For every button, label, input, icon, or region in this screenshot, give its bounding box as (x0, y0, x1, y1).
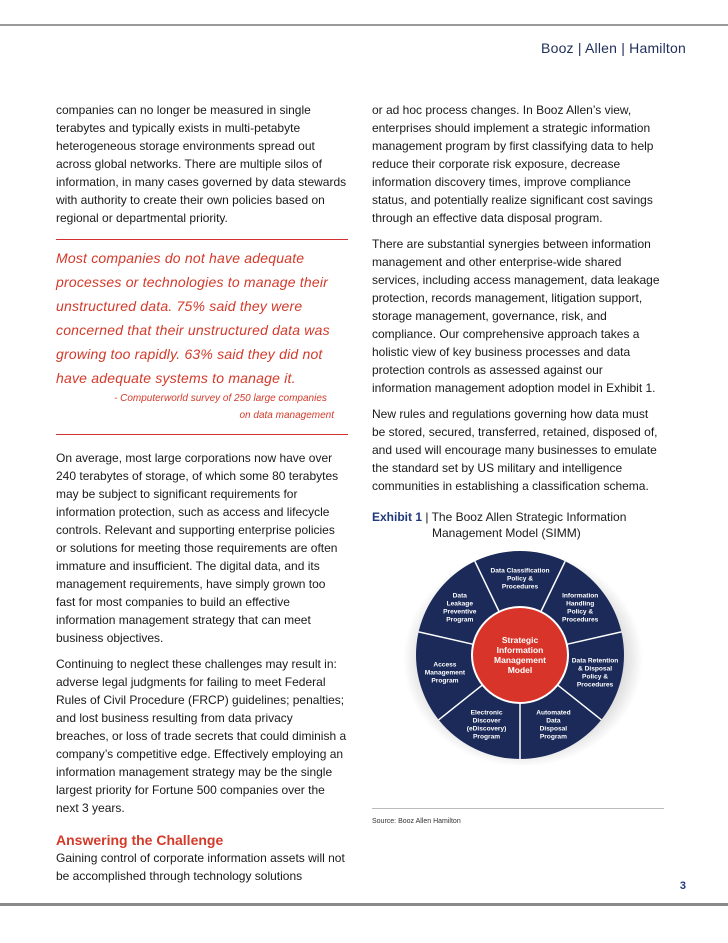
right-paragraph-1: or ad hoc process changes. In Booz Allen’s view, enterprises should implement a strategic information management program by first classifying data to help reduce their corporate risk exposure, decrease information discovery times, improve compliance status, and potentially realize significant cost savings through an effective data disposal program. (372, 103, 654, 225)
right-paragraph-3: New rules and regulations governing how data must be stored, secured, transferred, retained, disposed of, and used will encourage many businesses to emulate the standard set by US military and intelligence communities in establishing a classification schema. (372, 407, 658, 493)
page-number: 3 (679, 880, 686, 892)
source-note: Source: Booz Allen Hamilton (372, 818, 461, 825)
segment-label: Data Classification Policy & Procedures (490, 567, 550, 591)
brand-logo: Booz | Allen | Hamilton (541, 40, 686, 56)
left-paragraph-2: On average, most large corporations now have over 240 terabytes of storage, of which some 80 terabytes may be subject to significant requirements for information protection, such as access and lifecycle controls. Relevant and supporting enterprise policies or solutions for meeting those requirements are often immature and insufficient. The digital data, and its management requirements, have simply grown too fast for most companies to build an effective information management strategy that can meet business objectives. (56, 451, 339, 645)
segment-label: Information Handling Policy & Procedures (562, 592, 599, 624)
segment-label: Access Management Program (424, 661, 466, 685)
exhibit-label: Exhibit 1 (372, 510, 423, 524)
left-paragraph-3: Continuing to neglect these challenges may result in: adverse legal judgments for failing to meet Federal Rules of Civil Procedure (FRCP) guidelines; penalties; and lost business resulting from data privacy breaches, or loss of trade secrets that could diminish a company’s competitive edge. Effectively employing an information management strategy may be the single largest priority for Fortune 500 companies over the next 3 years. (56, 657, 347, 815)
right-paragraph-2: There are substantial synergies between information management and other enterprise-wide shared services, including access management, data leakage protection, records management, litigation support, storage management, governance, risk, and compliance. Our comprehensive approach takes a holistic view of key business processes and data protection controls as assessed against our information management adoption model in Exhibit 1. (372, 237, 660, 395)
right-column (372, 101, 664, 541)
segment-label: Data Retention & Disposal Policy & Procedures (571, 657, 619, 689)
exhibit-title: | The Booz Allen Strategic Information (425, 510, 627, 524)
simm-diagram (380, 545, 660, 765)
segment-label: Electronic Discover (eDiscovery) Program (466, 709, 507, 741)
segment-label: Data Leakage Preventive Program (443, 592, 477, 624)
left-column (56, 101, 348, 893)
bottom-rule (0, 903, 728, 906)
pull-quote-source: - Computerworld survey of 250 large companies (114, 393, 327, 404)
source-rule (372, 808, 664, 809)
exhibit-title-2: Management Model (SIMM) (432, 526, 581, 540)
section-heading: Answering the Challenge (56, 832, 224, 848)
pull-quote-text: Most companies do not have adequate processes or technologies to manage their unstructured data. 75% said they were concerned that their unstructured data was growing too rapidly. 63% said they did not have adequate systems to manage it. (56, 250, 330, 386)
center-label-text: Strategic Information Management Model (494, 634, 546, 675)
left-paragraph-4: Gaining control of corporate information assets will not be accomplished through technology solutions (56, 851, 345, 883)
segment-label: Automated Data Disposal Program (536, 709, 571, 741)
exhibit-caption (372, 509, 664, 541)
pull-quote-source-2: on data management (239, 410, 334, 421)
pull-quote (56, 239, 348, 435)
left-paragraph-1: companies can no longer be measured in single terabytes and typically exists in multi-petabyte heterogeneous storage environments spread out across global networks. There are multiple silos of information, in many cases governed by data stewards with authority to create their own policies based on regional or departmental priority. (56, 103, 347, 225)
top-rule (0, 24, 728, 26)
